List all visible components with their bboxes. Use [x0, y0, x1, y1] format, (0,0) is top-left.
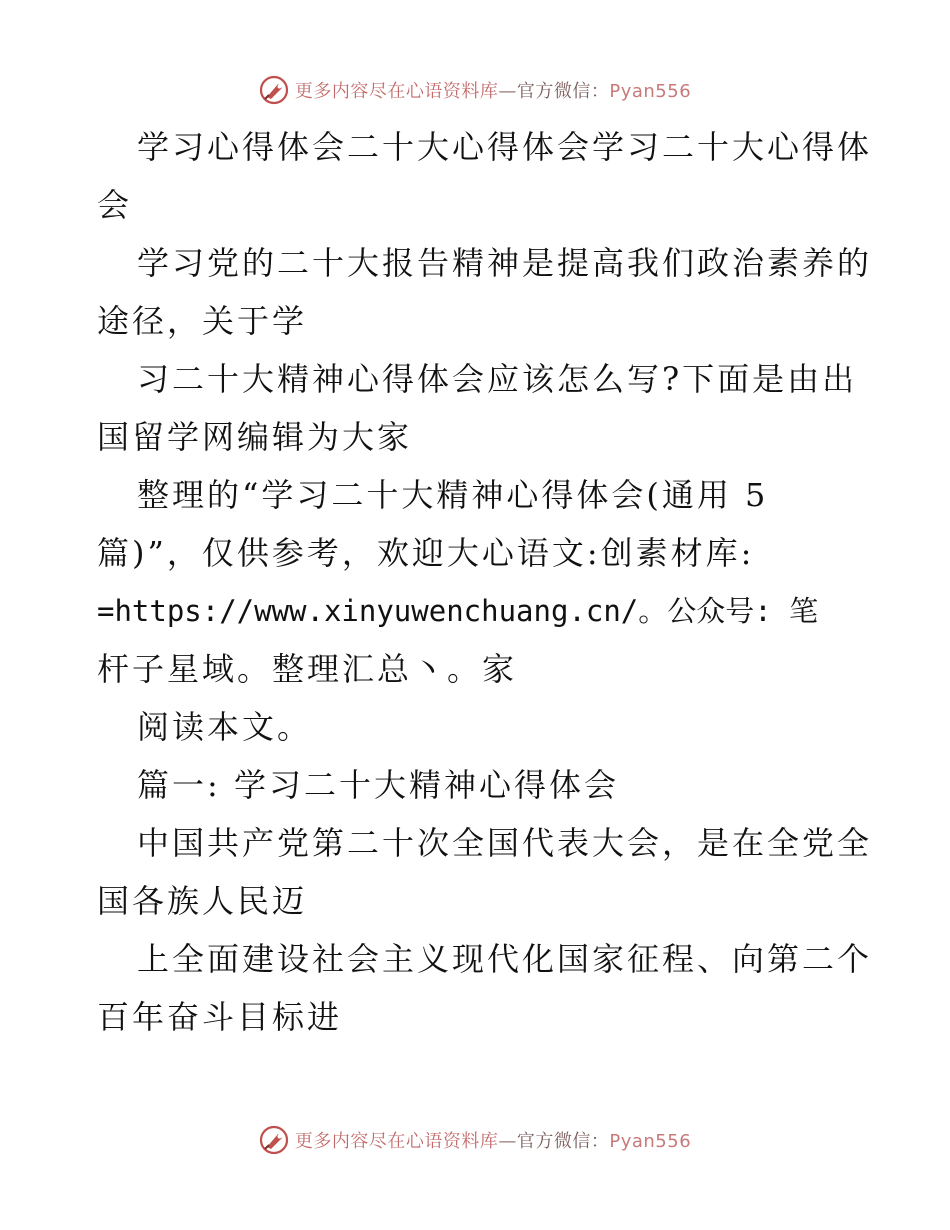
pen-nib-logo-icon	[259, 75, 289, 105]
watermark-wechat-label: 官方微信：	[516, 1131, 610, 1152]
url-line: =https://www.xinyuwenchuang.cn/。公众号: 笔	[97, 594, 819, 628]
paragraph-line: 上全面建设社会主义现代化国家征程、向第二个	[137, 940, 873, 978]
watermark-text	[295, 1127, 691, 1153]
pen-nib-logo-icon	[259, 1125, 289, 1155]
footer-watermark-banner	[0, 1120, 950, 1160]
paragraph-line: 阅读本文。	[137, 708, 313, 746]
paragraph-line: 国各族人民迈	[97, 882, 308, 920]
paragraph-line: 习二十大精神心得体会应该怎么写?下面是由出	[137, 360, 858, 398]
header-watermark-banner	[0, 70, 950, 110]
watermark-separator: —	[498, 1131, 517, 1152]
doc-title-line-1: 学习心得体会二十大心得体会学习二十大心得体	[137, 128, 873, 166]
paragraph-line: 整理的“学习二十大精神心得体会(通用 5	[137, 476, 769, 514]
doc-title-line-2: 会	[97, 186, 133, 224]
section-heading: 篇一: 学习二十大精神心得体会	[137, 766, 619, 804]
paragraph-line: 中国共产党第二十次全国代表大会，是在全党全	[137, 824, 873, 862]
paragraph-line: 篇)”，仅供参考，欢迎大心语文:创素材库:	[97, 534, 755, 572]
watermark-text	[295, 77, 691, 103]
watermark-wechat-id: Pyan556	[609, 1131, 692, 1152]
watermark-separator: —	[498, 81, 517, 102]
watermark-brand: 更多内容尽在心语资料库	[294, 81, 499, 102]
document-body	[97, 118, 873, 1046]
paragraph-line: 国留学网编辑为大家	[97, 418, 413, 456]
paragraph-line: 途径，关于学	[97, 302, 308, 340]
watermark-brand: 更多内容尽在心语资料库	[294, 1131, 499, 1152]
watermark-wechat-label: 官方微信：	[516, 81, 610, 102]
paragraph-line: 百年奋斗目标进	[97, 998, 343, 1036]
watermark-wechat-id: Pyan556	[609, 81, 692, 102]
paragraph-line: 杆子星域。整理汇总丶。家	[97, 650, 518, 688]
paragraph-line: 学习党的二十大报告精神是提高我们政治素养的	[137, 244, 873, 282]
